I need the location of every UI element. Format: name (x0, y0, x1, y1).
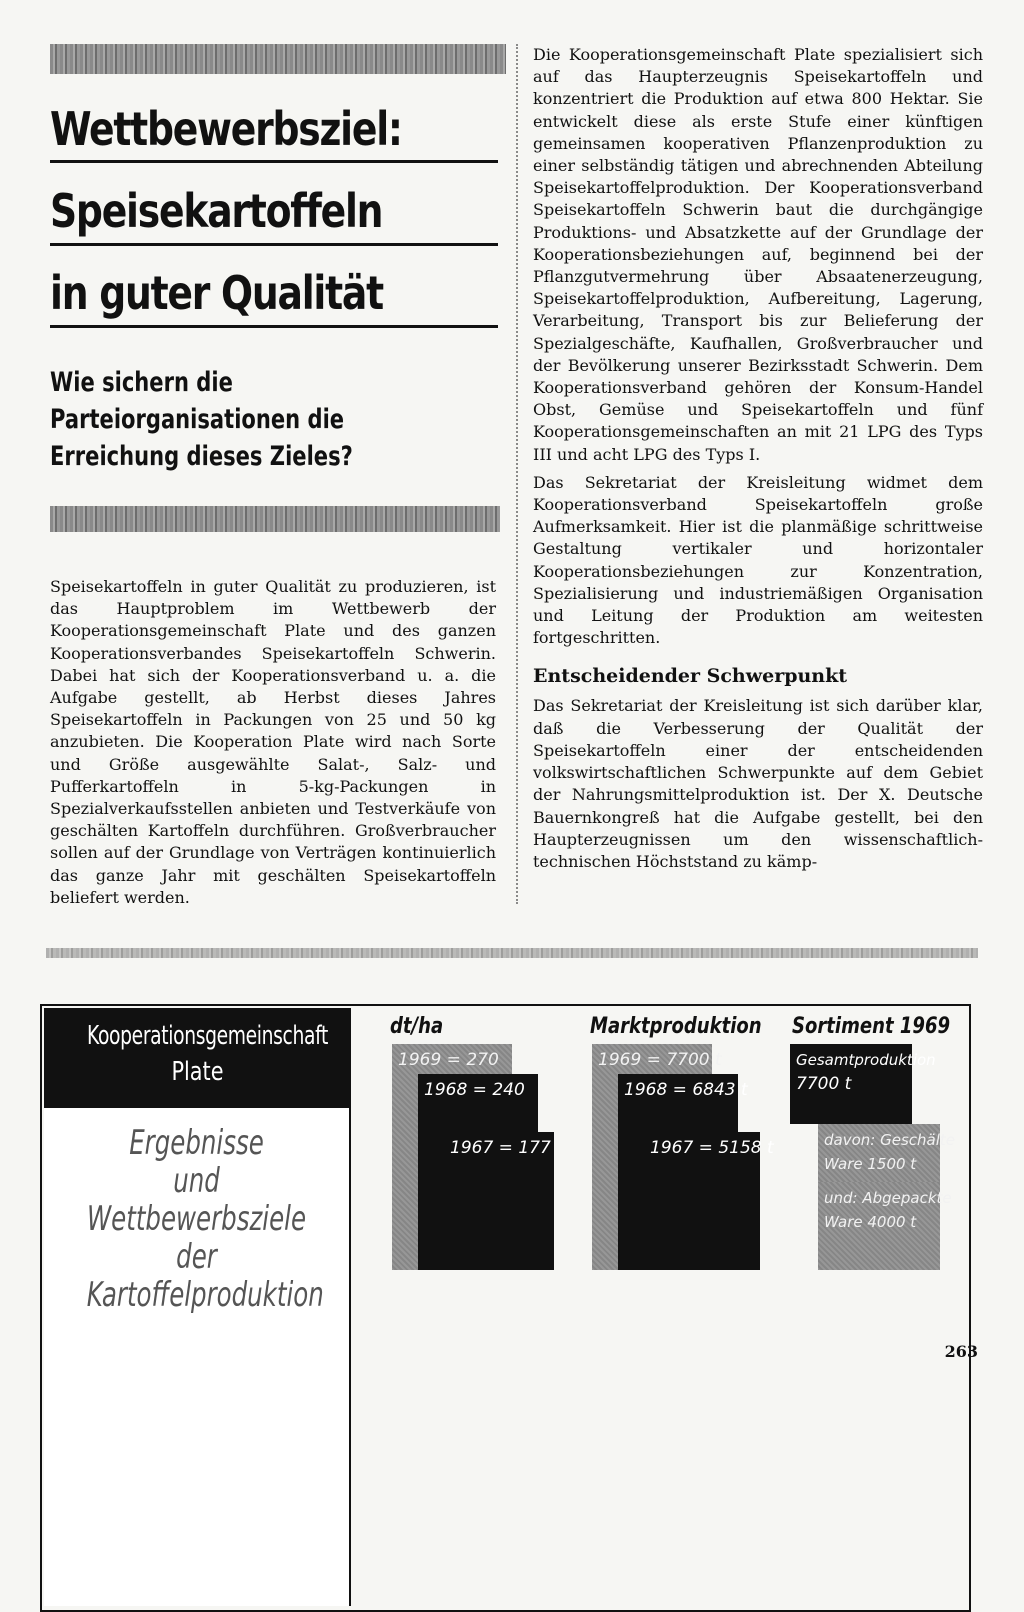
infographic-title-box (44, 1008, 351, 1108)
headline-line-3: in guter Qualität (50, 266, 383, 320)
infographic-title-line-1: Kooperationsgemeinschaft (86, 1021, 328, 1051)
subtitle-line-5: Kartoffelproduktion (86, 1275, 324, 1315)
left-column (50, 576, 496, 909)
markt-1968-bar: 1968 = 6843 t (618, 1074, 738, 1270)
dtha-heading: dt/ha (390, 1014, 444, 1039)
top-decorative-band (50, 44, 506, 74)
marktproduktion-heading: Marktproduktion (590, 1014, 762, 1039)
sortiment-abgepackt-line-1: und: Abgepackte (824, 1189, 952, 1207)
right-paragraph-3: Das Sekretariat der Kreisleitung ist sich darüber klar, daß die Verbesserung der Qualität der Speisekartoffeln einer der entscheidenden volkswirtschaftlichen Schwerpunkte auf dem Gebiet der Nahrungsmittelproduktion ist. Der X. Deutsche Bauernkongreß hat die Aufgabe gestellt, bei den Haupterzeugnissen um den wissenschaftlich-technischen Höchststand zu kämp- (533, 696, 983, 871)
dtha-1969-bar: 1969 = 270 (392, 1044, 512, 1270)
subtitle-line-1: Ergebnisse (129, 1123, 264, 1163)
sortiment-geschaelt-box (818, 1124, 955, 1182)
subtitle-line-4: der (176, 1237, 217, 1277)
right-paragraph-1: Die Kooperationsgemeinschaft Plate spezialisiert sich auf das Haupterzeugnis Speisekartoffeln und konzentriert die Produktion auf etwa 800 Hektar. Sie entwickelt diese als erste Stufe einer künftigen gemeinsamen kooperativen Pflanzenproduktion zu einer selbständig tätigen und abrechnenden Abteilung Speisekartoffelproduktion. Der Kooperationsverband Speisekartoffeln Schwerin baut die durchgängige Produktions- und Absatzkette auf der Grundlage der Kooperationsbeziehungen auf, beginnend bei der Pflanzgutvermehrung über Absaatenerzeugung, Speisekartoffelproduktion, Aufbereitung, Lagerung, Verarbeitung, Transport bis zur Belieferung der Spezialgeschäfte, Kaufhallen, Großverbraucher und der Bevölkerung unserer Bezirksstadt Schwerin. Dem Kooperationsverband gehören der Konsum-Handel Obst, Gemüse und Speisekartoffeln und fünf Kooperationsgemeinschaften an mit 21 LPG des Typs III und acht LPG des Typs I. (533, 45, 983, 464)
subheadline (50, 364, 471, 475)
headline-line-1: Wettbewerbsziel: (50, 102, 402, 156)
sortiment-geschaelt-line-1: davon: Geschälte (824, 1131, 955, 1149)
subheadline-line-1: Wie sichern die (50, 367, 233, 398)
sortiment-gesamt-line-2: 7700 t (796, 1074, 852, 1094)
infographic-subtitle-box (44, 1108, 351, 1606)
column-divider (516, 44, 519, 904)
subheadline-line-2: Parteiorganisationen die (50, 404, 345, 435)
markt-1969-bar: 1969 = 7700 t (592, 1044, 712, 1270)
sortiment-heading: Sortiment 1969 (792, 1014, 951, 1039)
subtitle-line-3: Wettbewerbsziele (86, 1199, 307, 1239)
sortiment-abgepackt-line-2: Ware 4000 t (824, 1213, 917, 1231)
section-heading: Entscheidender Schwerpunkt (533, 665, 848, 688)
right-paragraph-2: Das Sekretariat der Kreisleitung widmet dem Kooperationsverband Speisekartoffeln große Aufmerksamkeit. Hier ist die planmäßige schrittweise Gestaltung vertikaler und horizontaler Kooperationsbeziehungen zur Konzentration, Spezialisierung und industriemäßigen Organisation und Leitung der Produktion am weitesten fortgeschritten. (533, 472, 983, 648)
mid-decorative-band (50, 506, 500, 532)
dtha-1968-bar: 1968 = 240 (418, 1074, 538, 1270)
sortiment-gesamt-line-1: Gesamtproduktion (796, 1051, 936, 1069)
sortiment-geschaelt-line-2: Ware 1500 t (824, 1155, 917, 1173)
subtitle-line-2: und (173, 1161, 220, 1201)
headline-rule-2 (50, 243, 498, 246)
right-column (533, 44, 983, 873)
left-paragraph: Speisekartoffeln in guter Qualität zu produzieren, ist das Hauptproblem im Wettbewerb der Kooperationsgemeinschaft Plate und des ganzen Kooperationsverbandes Speisekartoffeln Schwerin. Dabei hat sich der Kooperationsverband u. a. die Aufgabe gestellt, ab Herbst dieses Jahres Speisekartoffeln in Packungen von 25 und 50 kg anzubieten. Die Kooperation Plate wird nach Sorte und Größe ausgewählte Salat-, Salz- und Pufferkartoffeln in 5-kg-Packungen in Spezialverkaufsstellen anbieten und Testverkäufe von geschälten Kartoffeln durchführen. Großverbraucher sollen auf der Grundlage von Verträgen kontinuierlich das ganze Jahr mit geschälten Speisekartoffeln beliefert werden. (50, 577, 496, 907)
infographic-title-line-2: Plate (171, 1057, 224, 1087)
dtha-1967-bar: 1967 = 177 (444, 1132, 554, 1270)
sortiment-abgepackt-box (818, 1182, 952, 1270)
sortiment-gesamt-box (790, 1044, 936, 1124)
headline-rule-1 (50, 160, 498, 163)
markt-1967-bar: 1967 = 5158 t (644, 1132, 760, 1270)
subheadline-line-3: Erreichung dieses Zieles? (50, 441, 353, 472)
page-number: 263 (944, 1342, 978, 1361)
section-divider-band (46, 948, 978, 958)
headline-rule-3 (50, 325, 498, 328)
headline-line-2: Speisekartoffeln (50, 184, 383, 238)
